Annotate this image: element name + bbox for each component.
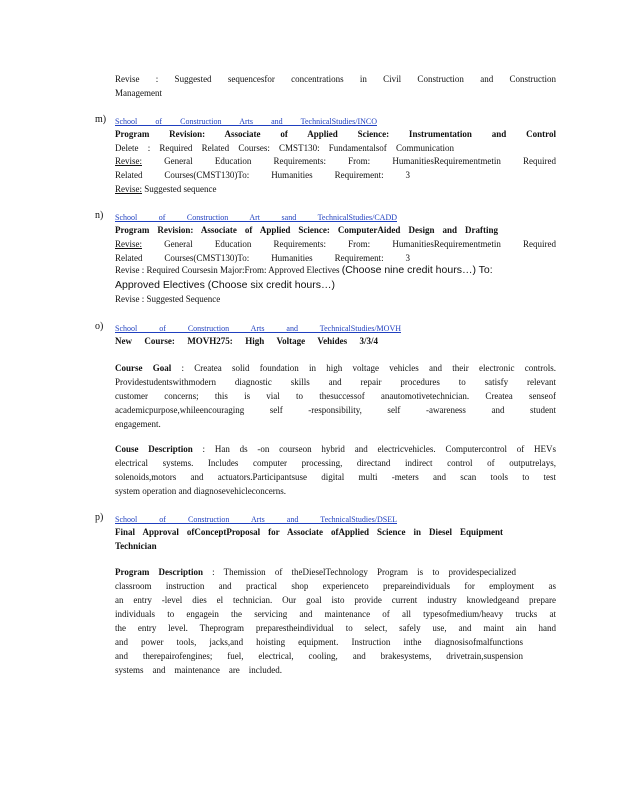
body-line <box>115 265 556 277</box>
revise-label: Revise: <box>115 239 142 249</box>
section-link[interactable] <box>115 514 397 526</box>
section-link-text[interactable]: School of Construction Art sand TechnicalStudies/CADD <box>115 213 397 222</box>
section-title: Program Revision: Associate of Applied Science: ComputerAided Design and Drafting <box>115 225 498 235</box>
section-link-text[interactable]: School of Construction Arts and TechnicalStudies/DSEL <box>115 515 397 524</box>
list-marker: n) <box>95 210 104 221</box>
body-line: Related Courses(CMST130)To: Humanities Requirement: 3 <box>115 170 410 180</box>
body-line: academicpurpose,whileencouraging self -responsibility, self -awareness and student <box>115 405 556 415</box>
section-title: Program Revision: Associate of Applied Science: Instrumentation and Control <box>115 129 556 139</box>
body-line: customer concerns; this is vial to thesuccessof anautomotivetechnician. Createa senseof <box>115 391 556 401</box>
body-text: General Education Requirements: From: HumanitiesRequirementmetin Required <box>142 239 556 249</box>
body-line <box>115 184 556 196</box>
body-text: General Education Requirements: From: HumanitiesRequirementmetin Required <box>142 156 556 166</box>
body-text: : Themission of theDieselTechnology Program is to providespecialized <box>202 567 516 577</box>
body-line: the entry level. Theprogram preparestheindividual to select, safely use, and maint ain hand <box>115 623 556 633</box>
body-line: individuals to engagein the servicing and maintenance of all typesofmedium/heavy trucks at <box>115 609 556 619</box>
section-title: Final Approval ofConceptProposal for Associate ofApplied Science in Diesel Equipment <box>115 527 503 537</box>
section-title: Technician <box>115 541 157 551</box>
body-line: electrical systems. Includes computer processing, directand indirect control of outputrelays, <box>115 458 556 468</box>
body-text: : Createa solid foundation in high voltage vehicles and their electronic controls. <box>171 363 557 373</box>
body-line: system operation and diagnosevehicleconcerns. <box>115 486 286 496</box>
course-description-label: Couse Description <box>115 444 193 454</box>
intro-line: Revise : Suggested sequencesfor concentrations in Civil Construction and Construction <box>115 74 556 84</box>
body-line: and power tools, jacks,and hoisting equipment. Instruction inthe diagnosisofmalfunctions <box>115 637 523 647</box>
course-goal-label: Course Goal <box>115 363 172 373</box>
body-line: Related Courses(CMST130)To: Humanities Requirement: 3 <box>115 253 410 263</box>
section-link-text[interactable]: School of Construction Arts and TechnicalStudies/MOVH <box>115 324 401 333</box>
body-line: engagement. <box>115 419 161 429</box>
body-line: solenoids,motors and actuators.Participantsuse digital multi -meters and scan tools to test <box>115 472 556 482</box>
section-title: New Course: MOVH275: High Voltage Vehides 3/3/4 <box>115 336 378 346</box>
body-line: Providestudentswithmodern diagnostic skills and repair procedures to satisfy relevant <box>115 377 556 387</box>
body-line: systems and maintenance are included. <box>115 665 282 675</box>
revise-label: Revise: <box>115 156 142 166</box>
body-line: Delete : Required Related Courses: CMST130: Fundamentalsof Communication <box>115 143 454 153</box>
section-link[interactable] <box>115 116 377 128</box>
section-link[interactable] <box>115 323 401 335</box>
section-link[interactable] <box>115 212 397 224</box>
body-line: Revise : Suggested Sequence <box>115 294 221 304</box>
body-line <box>115 567 516 579</box>
list-marker: o) <box>95 321 104 332</box>
list-marker: p) <box>95 512 104 523</box>
body-line <box>115 363 556 375</box>
list-marker: m) <box>95 114 107 125</box>
body-line: an entry -level dies el technician. Our goal isto provide current industry knowledgeand prepare <box>115 595 556 605</box>
body-line <box>115 239 556 251</box>
revise-label: Revise: <box>115 184 142 194</box>
body-line-large: Approved Electives (Choose six credit hours…) <box>115 279 336 291</box>
body-text: Revise : Required Coursesin Major:From: Approved Electives <box>115 265 340 275</box>
intro-line: Management <box>115 88 162 98</box>
body-line <box>115 444 556 456</box>
body-line: classroom instruction and practical shop experienceto prepareindividuals for employment as <box>115 581 556 591</box>
program-description-label: Program Description <box>115 567 203 577</box>
body-text: Suggested sequence <box>142 184 217 194</box>
body-text-large: (Choose nine credit hours…) To: <box>341 264 493 276</box>
body-line: and therepairofengines; fuel, electrical, cooling, and brakesystems, drivetrain,suspension <box>115 651 523 661</box>
section-link-text[interactable]: School of Construction Arts and TechnicalStudies/INCO <box>115 117 377 126</box>
body-line <box>115 156 556 168</box>
body-text: : Han ds -on courseon hybrid and electricvehicles. Computercontrol of HEVs <box>192 444 556 454</box>
